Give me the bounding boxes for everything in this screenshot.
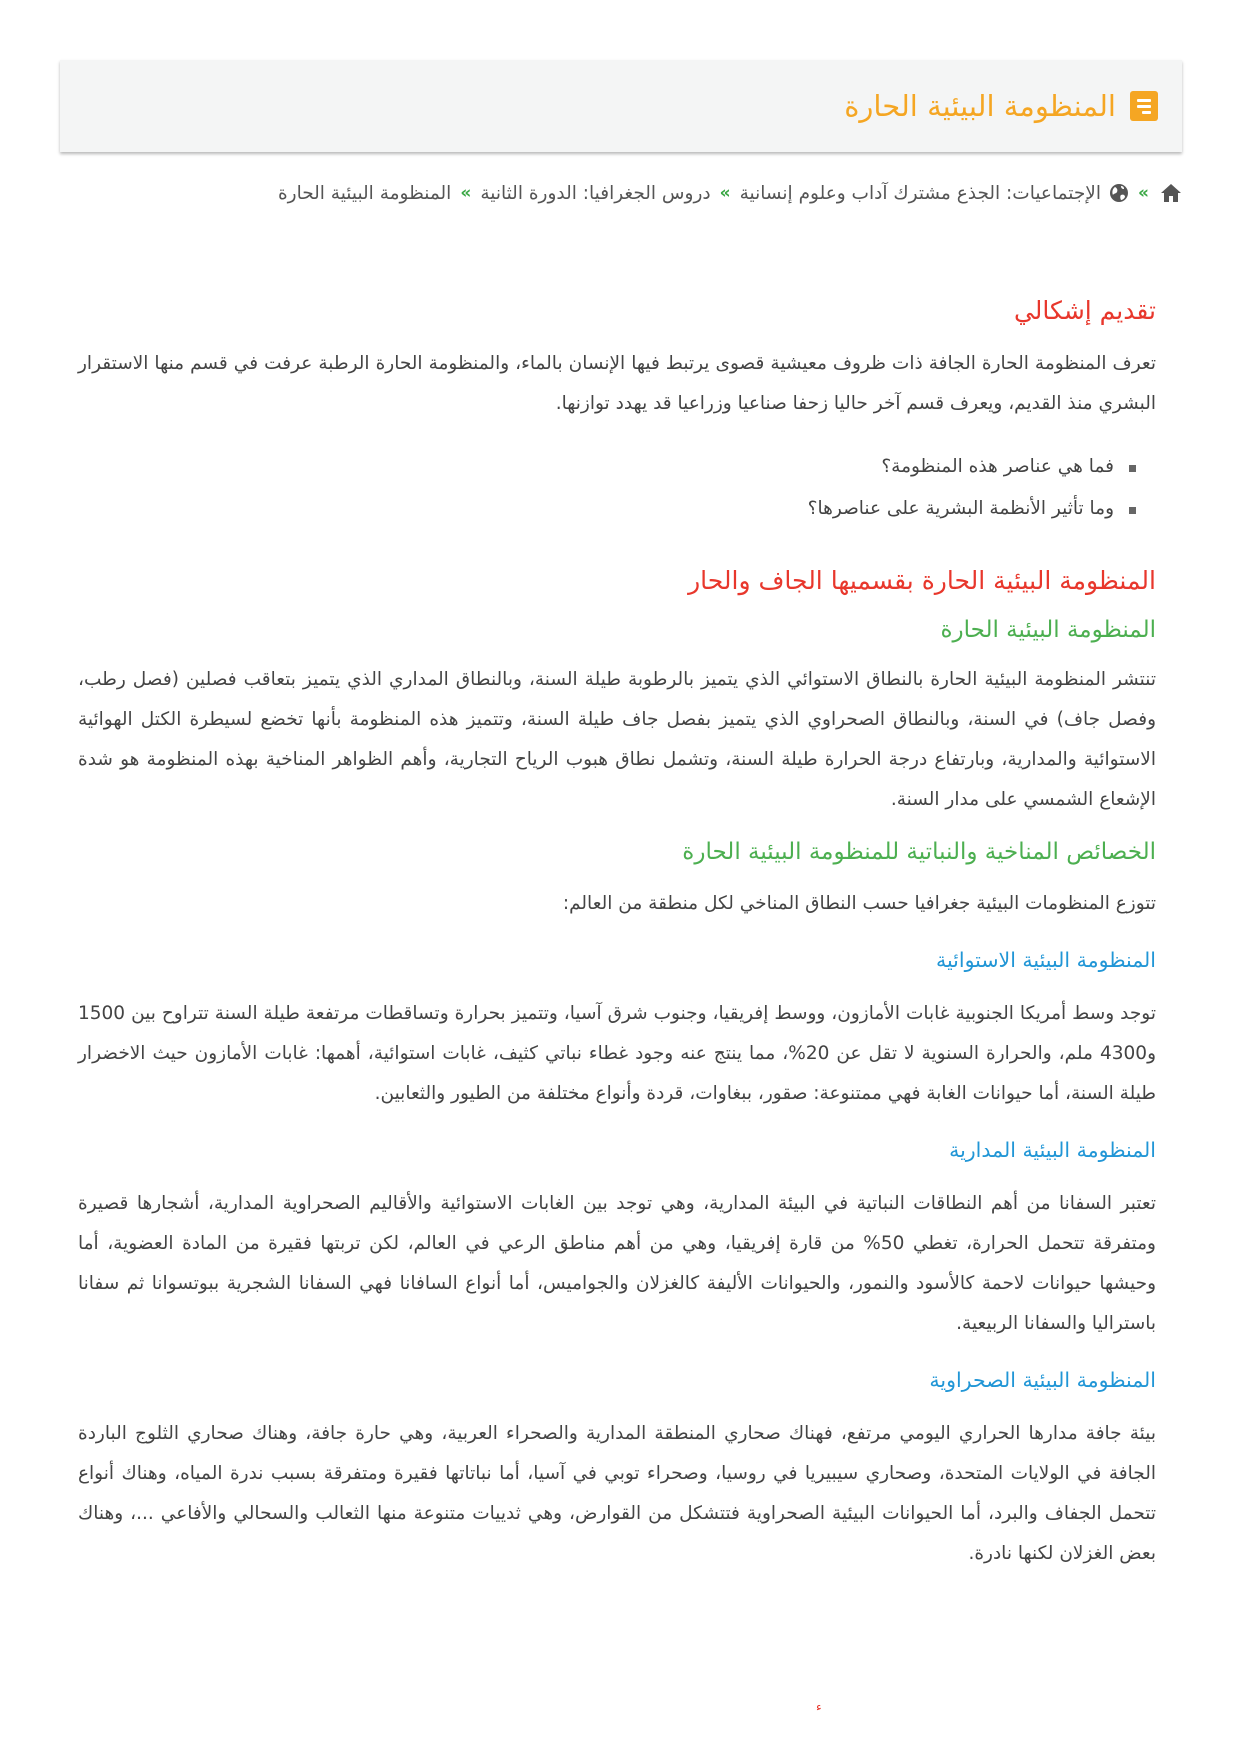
subsection-heading: المنظومة البيئية الحارة — [940, 617, 1156, 643]
topic-heading: المنظومة البيئية الاستوائية — [936, 948, 1156, 972]
document-icon — [1130, 91, 1158, 121]
questions-list — [78, 446, 1156, 530]
topic-paragraph: توجد وسط أمريكا الجنوبية غابات الأمازون، ووسط إفريقيا، وجنوب شرق آسيا، وتتميز بحرارة وتساقطات مرتفعة طيلة السنة تتراوح بين 1500 و4300 ملم، والحرارة السنوية لا تقل عن 20%، مما ينتج عنه وجود غطاء نباتي كثيف، غابات استوائية، أهمها: غابات الأمازون حيث الاخضرار طيلة السنة، أما حيوانات الغابة فهي ممتنوعة: صقور، ببغاوات، قردة وأنواع مختلفة من الطيور والثعابين. — [78, 1003, 1156, 1104]
intro-paragraph: تعرف المنظومة الحارة الجافة ذات ظروف معيشية قصوى يرتبط فيها الإنسان بالماء، والمنظومة الحارة الرطبة عرفت في قسم منها الاستقرار البشري منذ القديم، ويعرف قسم آخر حاليا زحفا صناعيا وزراعيا قد يهدد توازنها. — [78, 353, 1156, 414]
section-heading: المنظومة البيئية الحارة بقسميها الجاف والحار — [688, 566, 1156, 595]
breadcrumb-separator: » — [1138, 183, 1149, 203]
subsection-paragraph: تنتشر المنظومة البيئية الحارة بالنطاق الاستوائي الذي يتميز بالرطوبة طيلة السنة، وبالنطاق المداري الذي يتميز بتعاقب فصلين (فصل رطب، وفصل جاف) في السنة، وبالنطاق الصحراوي الذي يتميز بفصل جاف طيلة السنة، وتتميز هذه المنظومة بأنها تخضع لسيطرة الكتل الهوائية الاستوائية والمدارية، وبارتفاع درجة الحرارة طيلة السنة، وتشمل نطاق هبوب الرياح التجارية، وأهم الظواهر المناخية بهذه المنظومة هو شدة الإشعاع الشمسي على مدار السنة. — [78, 669, 1156, 810]
breadcrumb-separator: » — [719, 183, 731, 203]
intro-heading: تقديم إشكالي — [1013, 296, 1156, 325]
page-title: المنظومة البيئية الحارة — [844, 89, 1116, 123]
breadcrumb-separator: » — [460, 183, 472, 203]
topic-paragraph: بيئة جافة مدارها الحراري اليومي مرتفع، فهناك صحاري المنطقة المدارية والصحراء العربية، وهي حارة جافة، وهناك صحاري الثلوج الباردة الجافة في الولايات المتحدة، وصحاري سيبيريا في روسيا، وصحراء توبي في آسيا، أما نباتاتها فقيرة ومتفرقة بسبب ندرة المياه، وهناك أنواع تتحمل الجفاف والبرد، أما الحيوانات البيئية الصحراوية فتتشكل من القوارض، وهي ثدييات متنوعة منها الثعالب والسحالي والأفاعي ...، وهناك بعض الغزلان لكنها نادرة. — [78, 1423, 1156, 1564]
breadcrumb-item[interactable]: الإجتماعيات: الجذع مشترك آداب وعلوم إنسانية — [739, 182, 1102, 204]
page-header — [60, 60, 1182, 152]
globe-icon — [1109, 183, 1129, 203]
footer-mark: ء — [816, 1700, 822, 1714]
topic-heading: المنظومة البيئية المدارية — [949, 1138, 1156, 1162]
breadcrumb-item[interactable]: دروس الجغرافيا: الدورة الثانية — [480, 182, 711, 204]
list-item: فما هي عناصر هذه المنظومة؟ — [78, 446, 1136, 488]
subsection-paragraph: تتوزع المنظومات البيئية جغرافيا حسب النطاق المناخي لكل منطقة من العالم: — [562, 893, 1156, 914]
topic-paragraph: تعتبر السفانا من أهم النطاقات النباتية في البيئة المدارية، وهي توجد بين الغابات الاستوائية والأقاليم الصحراوية المدارية، أشجارها قصيرة ومتفرقة تتحمل الحرارة، تغطي 50% من قارة إفريقيا، وهي من أهم مناطق الرعي في العالم، لكن تربتها فقيرة من المادة العضوية، أما وحيشها حيوانات لاحمة كالأسود والنمور، والحيوانات الأليفة كالغزلان والجواميس، أما أنواع السافانا فهي السفانا الشجرية ببوتسوانا ثم سفانا باستراليا والسفانا الربيعية. — [78, 1193, 1156, 1334]
topic-heading: المنظومة البيئية الصحراوية — [929, 1368, 1156, 1392]
breadcrumb — [60, 178, 1182, 208]
list-item: وما تأثير الأنظمة البشرية على عناصرها؟ — [78, 488, 1136, 530]
article-content — [78, 290, 1156, 1574]
subsection-heading: الخصائص المناخية والنباتية للمنظومة البيئية الحارة — [682, 839, 1156, 865]
home-icon[interactable] — [1160, 183, 1182, 203]
breadcrumb-current: المنظومة البيئية الحارة — [277, 182, 452, 204]
